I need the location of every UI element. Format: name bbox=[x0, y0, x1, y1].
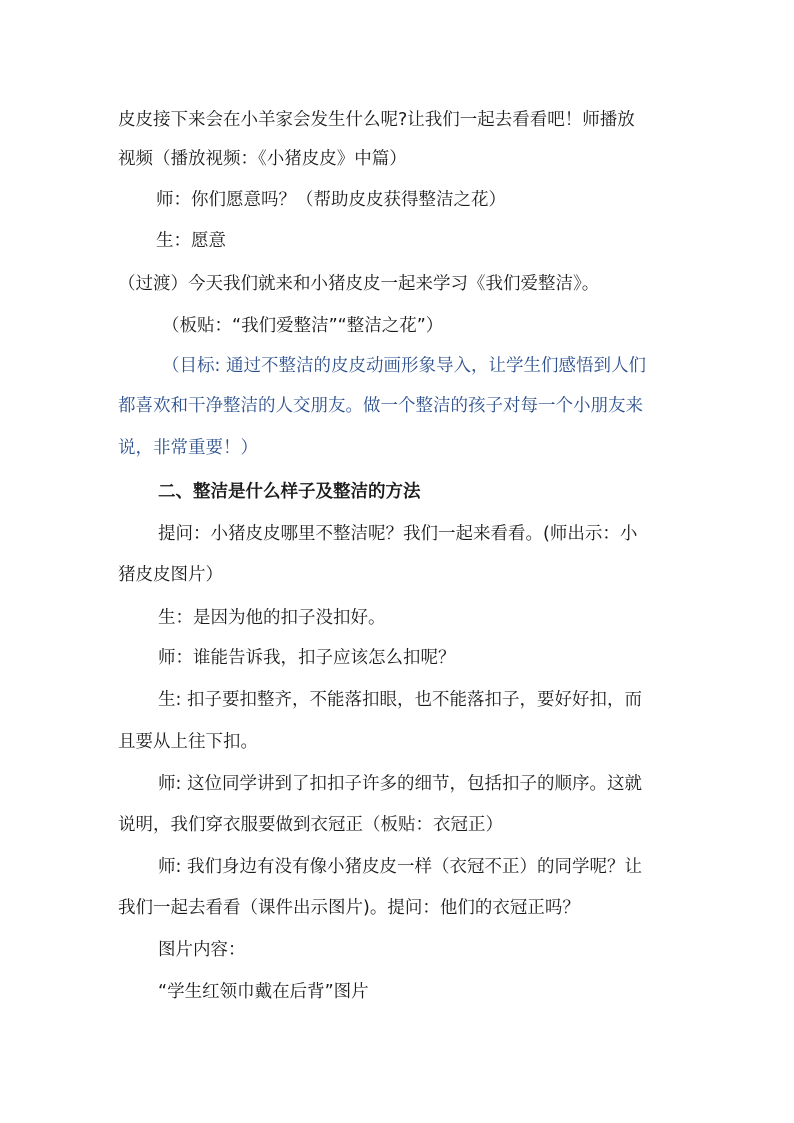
teacher-comment-3-line1: 师: 这位同学讲到了扣扣子许多的细节，包括扣子的顺序。这就 bbox=[158, 774, 642, 794]
student-answer-3-line2: 且要从上往下扣。 bbox=[118, 732, 258, 752]
student-answer-3-line1: 生: 扣子要扣整齐，不能落扣眼，也不能落扣子，要好好扣，而 bbox=[158, 690, 642, 710]
student-answer-1: 生：愿意 bbox=[156, 231, 226, 251]
teacher-question-4-line2: 我们一起去看看（课件出示图片)。提问：他们的衣冠正吗？ bbox=[118, 898, 580, 918]
teacher-question-1: 师：你们愿意吗？（帮助皮皮获得整洁之花） bbox=[156, 190, 506, 210]
teacher-question-2: 师：谁能告诉我，扣子应该怎么扣呢？ bbox=[158, 648, 456, 668]
goal-line-1: （目标: 通过不整洁的皮皮动画形象导入，让学生们感悟到人们 bbox=[162, 356, 646, 376]
transition-paragraph: （过渡）今天我们就来和小猪皮皮一起来学习《我们爱整洁》。 bbox=[118, 274, 600, 294]
question-2-line1: 提问：小猪皮皮哪里不整洁呢？我们一起来看看。(师出示：小 bbox=[158, 524, 638, 544]
goal-line-3: 说，非常重要！） bbox=[118, 438, 258, 458]
board-note-1: （板贴：“我们爱整洁”“整洁之花”） bbox=[162, 316, 444, 336]
section-heading-2: 二、整洁是什么样子及整洁的方法 bbox=[158, 482, 421, 502]
teacher-comment-3-line2: 说明，我们穿衣服要做到衣冠正（板贴：衣冠正） bbox=[118, 815, 503, 835]
goal-line-2: 都喜欢和干净整洁的人交朋友。做一个整洁的孩子对每一个小朋友来 bbox=[118, 396, 643, 416]
question-2-line2: 猪皮皮图片） bbox=[118, 565, 223, 585]
teacher-question-4-line1: 师: 我们身边有没有像小猪皮皮一样（衣冠不正）的同学呢？让 bbox=[158, 857, 642, 877]
picture-content-label: 图片内容： bbox=[158, 940, 246, 960]
paragraph-intro-line1: 皮皮接下来会在小羊家会发生什么呢?让我们一起去看看吧！师播放 bbox=[118, 110, 635, 130]
picture-item-1: “学生红领巾戴在后背”图片 bbox=[158, 982, 369, 1002]
student-answer-2: 生：是因为他的扣子没扣好。 bbox=[158, 608, 386, 628]
paragraph-intro-line2: 视频（播放视频：《小猪皮皮》中篇） bbox=[118, 149, 407, 169]
